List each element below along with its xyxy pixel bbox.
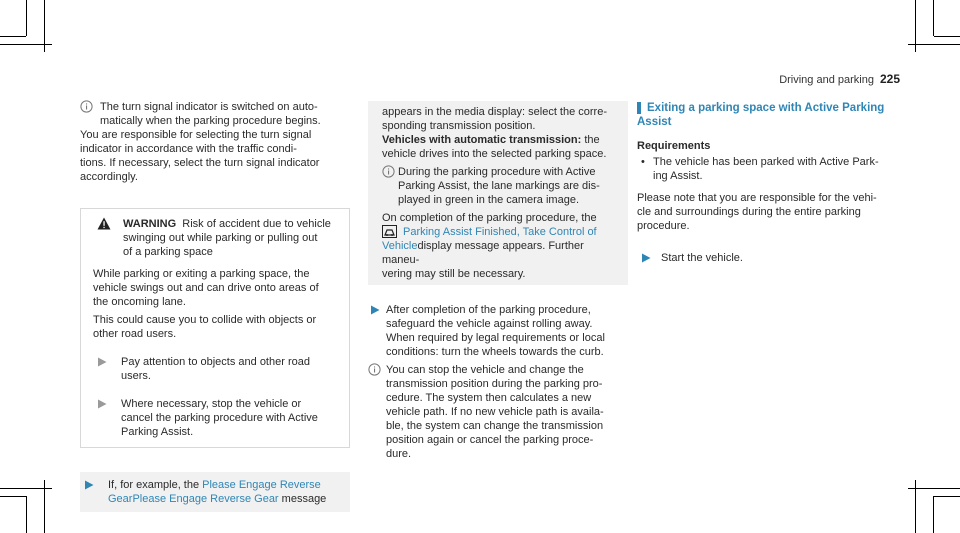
step-text: display message appears. Further maneu- xyxy=(382,240,584,266)
crop-mark xyxy=(915,0,916,52)
crop-mark xyxy=(26,0,27,36)
step-text: message xyxy=(278,493,327,505)
step-line: sponding transmission position. xyxy=(382,120,536,132)
paragraph-line: other road users. xyxy=(93,328,177,340)
step-text: If, for example, the xyxy=(108,479,203,491)
note-line: Parking Assist, the lane markings are dis- xyxy=(398,180,600,192)
info-note xyxy=(368,363,628,461)
step-box xyxy=(80,472,350,512)
arrow-right-icon xyxy=(97,357,107,367)
crop-mark xyxy=(933,0,934,36)
crop-mark xyxy=(934,36,960,37)
step-line: Pay attention to objects and other road xyxy=(121,356,310,368)
note-line: indicator in accordance with the traffic condi- xyxy=(80,143,297,155)
paragraph-line: procedure. xyxy=(637,220,690,232)
warning-paragraph xyxy=(93,267,341,309)
step-line: When required by legal requirements or local xyxy=(386,332,605,344)
step-line: Where necessary, stop the vehicle or xyxy=(121,398,302,410)
info-icon xyxy=(382,165,395,178)
step-line: appears in the media display: select the corre- xyxy=(382,106,608,118)
step-text: the xyxy=(581,134,600,146)
crop-mark xyxy=(934,496,960,497)
note-line: transmission position during the parking pro- xyxy=(386,378,603,390)
display-message: Vehicle xyxy=(382,240,418,252)
arrow-right-icon xyxy=(641,253,651,263)
note-line: played in green in the camera image. xyxy=(398,194,579,206)
note-line: ble, the system can change the transmission xyxy=(386,420,604,432)
step-line: users. xyxy=(121,370,151,382)
list-item xyxy=(637,155,887,183)
warning-title-line: swinging out while parking or pulling out xyxy=(123,232,318,244)
warning-title-line: Risk of accident due to vehicle xyxy=(182,218,331,230)
heading-line: Assist xyxy=(637,116,672,128)
step-line: vering may still be necessary. xyxy=(382,268,526,280)
step-line: cancel the parking procedure with Active xyxy=(121,412,318,424)
continued-step xyxy=(368,101,628,285)
page-number: 225 xyxy=(879,72,900,86)
column-1 xyxy=(80,100,350,512)
section-heading xyxy=(637,101,887,129)
step-line: conditions: turn the wheels towards the curb. xyxy=(386,346,604,358)
paragraph-line: cle and surroundings during the entire parking xyxy=(637,206,861,218)
paragraph-line: This could cause you to collide with objects or xyxy=(93,314,317,326)
info-icon xyxy=(80,100,93,113)
completion-line: On completion of the parking procedure, the xyxy=(382,212,597,224)
paragraph-line: Please note that you are responsible for the vehi- xyxy=(637,192,877,204)
arrow-right-icon xyxy=(370,305,380,315)
crop-mark xyxy=(0,496,26,497)
warning-header xyxy=(93,217,341,259)
display-message: Please Engage Reverse xyxy=(202,479,321,491)
note-line: cedure. The system then calculates a new xyxy=(386,392,592,404)
note-line: accordingly. xyxy=(80,171,138,183)
note-line: dure. xyxy=(386,448,412,460)
bullet-line: The vehicle has been parked with Active Park- xyxy=(653,156,879,168)
bullet-line: ing Assist. xyxy=(653,170,703,182)
warning-triangle-icon xyxy=(97,217,111,230)
note-line: You are responsible for selecting the turn signal xyxy=(80,129,312,141)
heading-line: Exiting a parking space with Active Parking xyxy=(647,102,885,114)
warning-label: WARNING xyxy=(123,218,177,230)
step-line: safeguard the vehicle against rolling away. xyxy=(386,318,593,330)
step-line: Parking Assist. xyxy=(121,426,194,438)
step xyxy=(637,251,887,265)
automatic-transmission-label: Vehicles with automatic transmission: xyxy=(382,134,582,146)
crop-mark xyxy=(915,480,916,533)
warning-title-line: of a parking space xyxy=(123,246,213,258)
step-line: Start the vehicle. xyxy=(661,252,743,264)
info-note xyxy=(382,165,622,207)
display-message: Parking Assist Finished, Take Control of xyxy=(403,226,597,238)
note-line: You can stop the vehicle and change the xyxy=(386,364,584,376)
note-line: vehicle path. If no new vehicle path is availa- xyxy=(386,406,604,418)
column-2 xyxy=(368,101,628,461)
note-line: position again or cancel the parking proce- xyxy=(386,434,594,446)
paragraph-line: While parking or exiting a parking space, the xyxy=(93,268,310,280)
note-line: tions. If necessary, select the turn signal indicator xyxy=(80,157,320,169)
step-line: After completion of the parking procedure, xyxy=(386,304,591,316)
crop-mark xyxy=(0,36,26,37)
note-line: The turn signal indicator is switched on auto- xyxy=(100,101,318,113)
section-title: Driving and parking xyxy=(779,74,874,86)
step-line: vehicle drives into the selected parking space. xyxy=(382,148,607,160)
parking-assist-icon xyxy=(382,225,397,238)
arrow-right-icon xyxy=(84,480,94,490)
bullet-icon: • xyxy=(641,156,645,168)
crop-mark xyxy=(44,0,45,52)
heading-marker xyxy=(637,102,641,114)
crop-mark xyxy=(933,496,934,533)
note-line: matically when the parking procedure begins. xyxy=(100,115,321,127)
info-icon xyxy=(368,363,381,376)
column-3 xyxy=(637,101,887,265)
display-message: GearPlease Engage Reverse Gear xyxy=(108,493,279,505)
arrow-right-icon xyxy=(97,399,107,409)
paragraph-line: the oncoming lane. xyxy=(93,296,186,308)
requirements-heading: Requirements xyxy=(637,140,711,152)
crop-mark xyxy=(44,480,45,533)
step xyxy=(368,303,628,359)
page-header xyxy=(779,72,900,87)
paragraph-line: vehicle swings out and can drive onto areas of xyxy=(93,282,319,294)
info-note xyxy=(80,100,350,184)
warning-step xyxy=(93,355,341,383)
note-line: During the parking procedure with Active xyxy=(398,166,596,178)
warning-paragraph xyxy=(93,313,341,341)
warning-step xyxy=(93,397,341,439)
crop-mark xyxy=(26,496,27,533)
warning-box xyxy=(80,208,350,448)
